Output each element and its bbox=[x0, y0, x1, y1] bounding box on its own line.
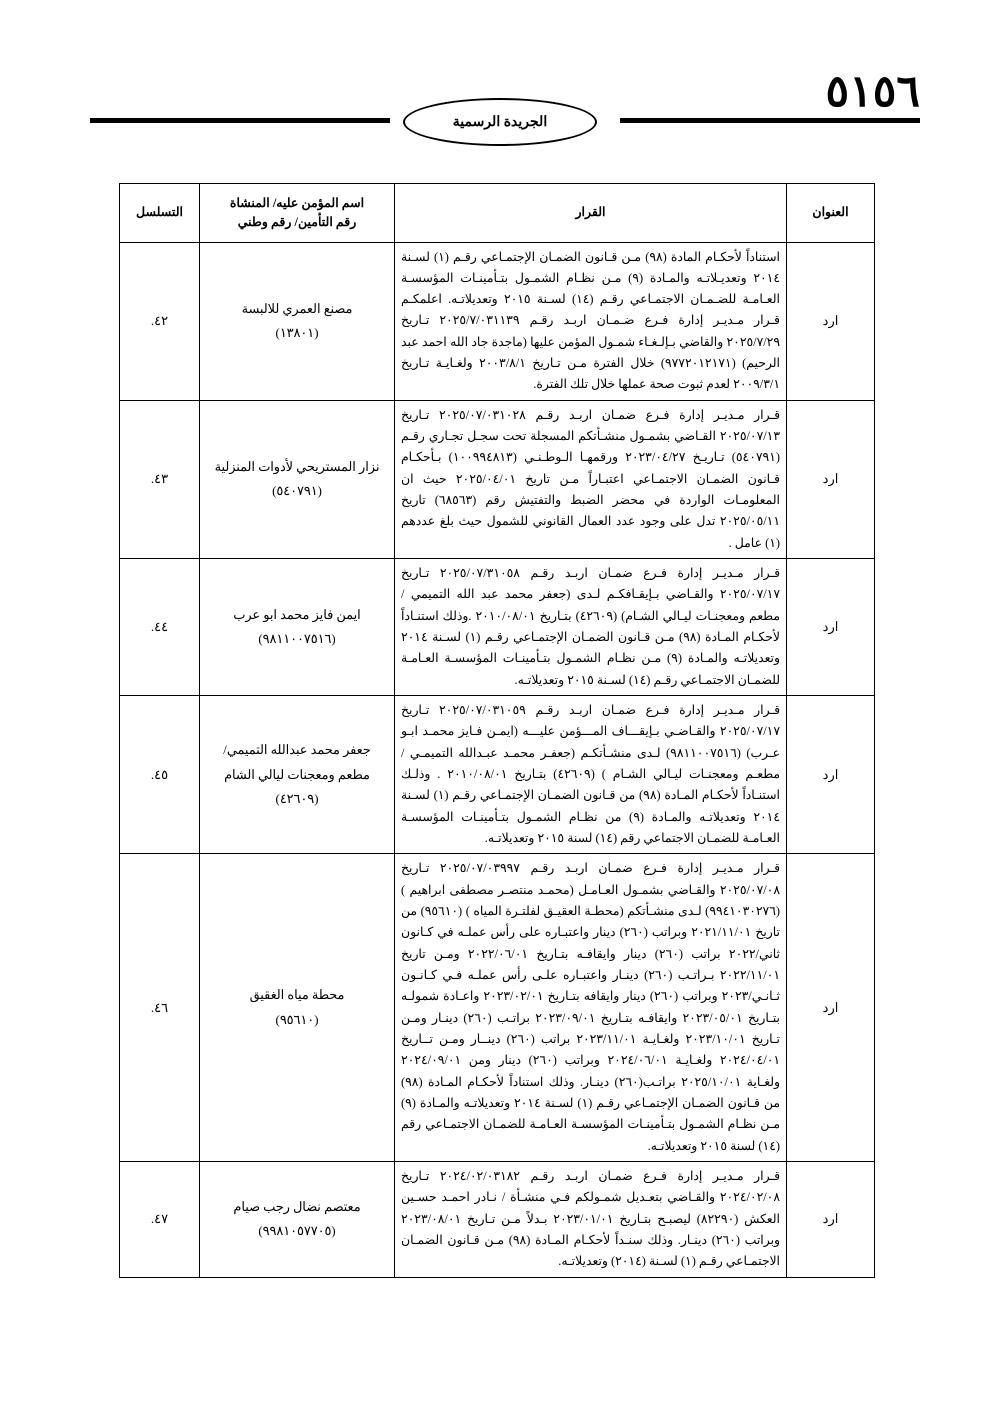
cell-name-line1: جعفر محمد عبدالله التميمي/ مطعم ومعجنات ليالي الشام bbox=[223, 743, 371, 782]
cell-name-line1: معتصم نضال رجب صيام bbox=[233, 1199, 361, 1214]
cell-name-line1: محطة مياه الغقيق bbox=[249, 988, 345, 1003]
page-header bbox=[60, 67, 940, 140]
table-body bbox=[120, 242, 875, 1277]
cell-seq: ٤٢. bbox=[120, 242, 200, 400]
cell-name-line2: (٥٤٠٧٩١) bbox=[272, 484, 322, 499]
column-header-name-line2: رقم التأمين/ رقم وطني bbox=[237, 214, 357, 229]
cell-name-line2: (١٣٨٠١) bbox=[275, 326, 319, 341]
cell-seq: ٤٣. bbox=[120, 400, 200, 558]
cell-name bbox=[200, 854, 395, 1162]
cell-seq: ٤٧. bbox=[120, 1161, 200, 1277]
cell-address: ارد bbox=[787, 242, 875, 400]
cell-name-line2: (٩٨١١٠٠٧٥١٦) bbox=[258, 632, 336, 647]
cell-decision: استناداً لأحكـام المادة (٩٨) مـن قـانون الضمـان الإجتمـاعي رقـم (١) لسـنة ٢٠١٤ وتعديـلاتـه والمـادة (٩) مـن نظـام الشمـول بتـأمينـات المؤسسـة العـامـة للضـمـان الاجتمـاعي رقـم (١٤) لسـنة ٢٠١٥ وتعديلاتـه. اعلمكـم قـرار مـديـر إدارة فـرع ضـمـان اربـد رقـم ٢٠٢٥/٧/٠٣١١٣٩ تـاريخ ٢٠٢٥/٧/٢٩ والقاضي بـإلـغـاء شمـول المؤمن عليها (ماجدة جاد الله احمد عبد الرحيم) (٩٧٧٢٠١٢١٧١) خلال الفترة مـن تـاريخ ٢٠٠٣/٨/١ ولغـايـة تـاريخ ٢٠٠٩/٣/١ لعدم ثبوت صحة عملها خلال تلك الفترة. bbox=[395, 242, 787, 400]
cell-decision: قـرار مـديـر إدارة فـرع ضمـان اربـد رقـم ٢٠٢٥/٠٧/٠٣٩٩٧ تـاريخ ٢٠٢٥/٠٧/٠٨ والقـاضي بشمـول العـامـل (محمـد منتصـر مصطفى ابراهيم ) (٩٩٤١٠٣٠٢٧٦) لـدى منشـأتكم (محطـة العقيـق لفلتـرة المياه ) (٩٥٦١٠) من تاريخ ٢٠٢١/١١/٠١ وبراتب (٢٦٠) دينار واعتبـاره على رأس عملـه في كـانون ثاني/٢٠٢٢ براتب (٢٦٠) دينار وايقافـه بتـاريخ ٢٠٢٢/٠٦/٠١ ومـن تاريخ ٢٠٢٢/١١/٠١ بـراتـب (٢٦٠) دينـار واعتبـاره علـى رأس عملـه فـي كـانـون ثـانـي/٢٠٢٣ وبراتب (٢٦٠) دينار وايقافه بتـاريخ ٢٠٢٣/٠٢/٠١ واعـادة شمولـه بتـاريخ ٢٠٢٣/٠٥/٠١ وايقافـه بتـاريخ ٢٠٢٣/٠٩/٠١ براتـب (٢٦٠) دينـار ومـن تـاريخ ٢٠٢٣/١٠/٠١ ولغـايـة ٢٠٢٣/١١/٠١ براتب (٢٦٠) دينــار ومـن تــاريخ ٢٠٢٤/٠٤/٠١ ولغـايـة ٢٠٢٤/٠٦/٠١ وبراتب (٢٦٠) دينار ومن ٢٠٢٤/٠٩/٠١ ولغـاية ٢٠٢٥/١٠/٠١ براتـب(٢٦٠) دينـار. وذلك استناداً لأحكـام المـادة (٩٨) من قـانون الضمـان الإجتمـاعي رقـم (١) لسـنة ٢٠١٤ وتعديلاتـه والمـادة (٩) مـن نظـام الشمـول بتـأمينـات المؤسسـة العـامـة للضمـان الاجتمـاعي رقم (١٤) لسنة ٢٠١٥ وتعديلاتـه. bbox=[395, 854, 787, 1162]
table-row bbox=[120, 400, 875, 558]
cell-decision: قـرار مـديـر إدارة فـرع ضمـان اربـد رقـم ٢٠٢٥/٠٧/٠٣١٠٢٨ تـاريخ ٢٠٢٥/٠٧/١٣ القـاضي بشمـول منشـأتكم المسجلة تحت سجـل تجـاري رقـم (٥٤٠٧٩١) تـاريـخ ٢٠٢٣/٠٤/٢٧ ورقمهـا الـوطـنـي (١٠٠٩٩٤٨١٣) بـأحكـام قـانون الضمـان الاجتمـاعي اعتبـاراً مـن تاريخ ٢٠٢٥/٠٤/٠١ حيث ان المعلومـات الواردة في محضر الضبط والتفتيش رقم (٦٨٥٦٣) تاريخ ٢٠٢٥/٠٥/١١ تدل على وجود عدد العمال القانوني للشمول حيث بلغ عددهم (١) عامل . bbox=[395, 400, 787, 558]
cell-decision: قـرار مـديـر إدارة فـرع ضمـان اربـد رقـم ٢٠٢٥/٠٧/٠٣١٠٥٩ تـاريخ ٢٠٢٥/٠٧/١٧ والقـاضـي بـإيقـــاف المـــؤمن عليـــه (ايمـن فـايز محمـد ابـو عـرب) (٩٨١١٠٠٧٥١٦) لـدى منشـأتكـم (جعفـر محمـد عبـدالله التميمـي / مطعـم ومعجنـات ليـالي الشـام ) (٤٢٦٠٩) بتـاريخ ٢٠١٠/٠٨/٠١ . وذلـك استنـاداً لأحكـام المـادة (٩٨) من قـانون الضمـان الإجتمـاعي رقـم (١) لسـنة ٢٠١٤ وتعديلاتـه والمـادة (٩) من نظـام الشمـول بتـأمينـات المؤسسـة العـامـة للضمـان الاجتماعي رقم (١٤) لسنة ٢٠١٥ وتعديلاتـه. bbox=[395, 696, 787, 854]
cell-seq: ٤٥. bbox=[120, 696, 200, 854]
decisions-table-container bbox=[120, 183, 875, 1278]
column-header-seq: التسلسل bbox=[120, 184, 200, 243]
column-header-address: العنوان bbox=[787, 184, 875, 243]
cell-name bbox=[200, 400, 395, 558]
decisions-table bbox=[119, 183, 875, 1278]
cell-address: ارد bbox=[787, 400, 875, 558]
cell-name bbox=[200, 1161, 395, 1277]
page-number: ٥١٥٦ bbox=[825, 67, 920, 116]
cell-name bbox=[200, 242, 395, 400]
cell-address: ارد bbox=[787, 1161, 875, 1277]
table-row bbox=[120, 242, 875, 400]
cell-name-line2: (٩٥٦١٠) bbox=[275, 1012, 319, 1027]
cell-name-line1: ايمن فايز محمد ابو عرب bbox=[233, 607, 361, 622]
cell-decision: قـرار مـديـر إدارة فـرع ضمـان اربـد رقـم ٢٠٢٥/٠٧/٣١٠٥٨ تـاريخ ٢٠٢٥/٠٧/١٧ والقـاضي بـإيقـافكـم لـدى (جعفر محمد عبد الله التميمي / مطعم ومعجنـات ليـالي الشـام) (٤٢٦٠٩) بتـاريخ ٢٠١٠/٠٨/٠١ .وذلك استنـاداً لأحكـام المـادة (٩٨) مـن قـانون الضمـان الإجتمـاعي رقـم (١) لسـنة ٢٠١٤ وتعديلاتـه والمـادة (٩) مـن نظـام الشمـول بتـأمينـات المؤسسـة العـامـة للضمـان الاجتمـاعي رقـم (١٤) لسـنة ٢٠١٥ وتعديلاتـه. bbox=[395, 559, 787, 696]
table-row bbox=[120, 696, 875, 854]
gazette-title-badge bbox=[403, 98, 597, 146]
cell-name-line1: نزار المستريحي لأدوات المنزلية bbox=[214, 460, 380, 475]
gazette-title: الجريدة الرسمية bbox=[452, 114, 548, 130]
header-rule-left bbox=[90, 118, 390, 123]
column-header-decision: القرار bbox=[395, 184, 787, 243]
header-rule-right bbox=[620, 118, 920, 123]
table-row bbox=[120, 559, 875, 696]
cell-address: ارد bbox=[787, 696, 875, 854]
cell-name-line1: مصنع العمري للالبسة bbox=[241, 301, 353, 316]
cell-name-line2: (٩٩٨١٠٥٧٧٠٥) bbox=[258, 1224, 336, 1239]
cell-address: ارد bbox=[787, 854, 875, 1162]
column-header-name bbox=[200, 184, 395, 243]
table-row bbox=[120, 854, 875, 1162]
table-row bbox=[120, 1161, 875, 1277]
cell-name-line2: (٤٢٦٠٩) bbox=[275, 791, 319, 806]
cell-address: ارد bbox=[787, 559, 875, 696]
cell-seq: ٤٤. bbox=[120, 559, 200, 696]
table-header-row bbox=[120, 184, 875, 243]
cell-name bbox=[200, 696, 395, 854]
column-header-name-line1: اسم المؤمن عليه/ المنشاة bbox=[229, 196, 365, 210]
cell-name bbox=[200, 559, 395, 696]
cell-decision: قـرار مـديـر إدارة فـرع ضمـان اربـد رقـم ٢٠٢٤/٠٢/٠٣١٨٢ تـاريخ ٢٠٢٤/٠٢/٠٨ والقـاضي بتعـديل شمـولكم فـي منشـأة / نـادر احمـد حسـين العكش (٨٢٢٩٠) ليصبـح بتـاريخ ٢٠٢٣/٠١/٠١ بـدلاً مـن تـاريخ ٢٠٢٣/٠٨/٠١ وبراتب (٢٦٠) دينـار. وذلك سنـداً لأحكـام المـادة (٩٨) مـن قـانون الضمـان الاجتمـاعي رقـم (١) لسـنة (٢٠١٤) وتعديلاتـه. bbox=[395, 1161, 787, 1277]
cell-seq: ٤٦. bbox=[120, 854, 200, 1162]
